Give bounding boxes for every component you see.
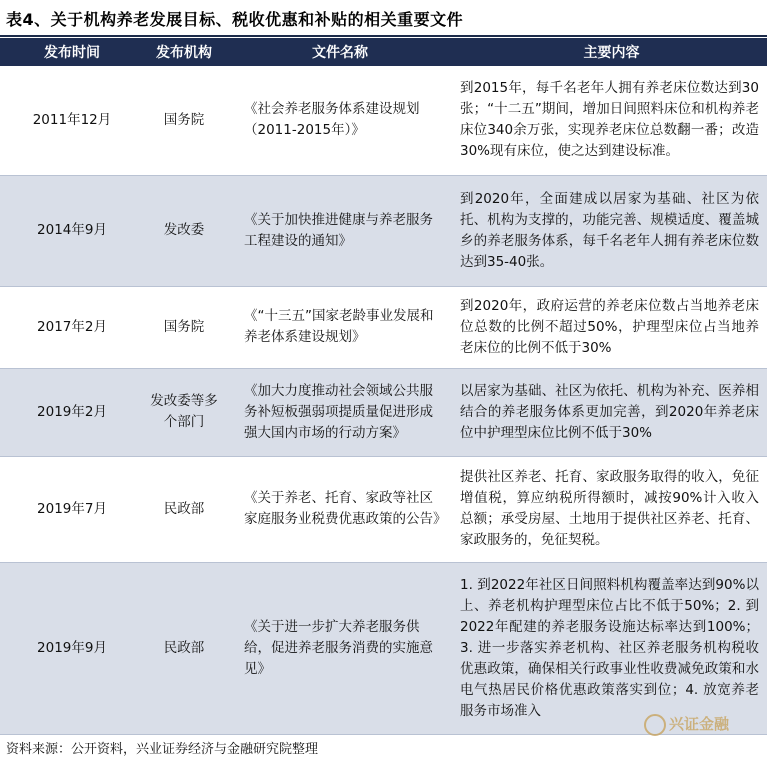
row-doc: 《关于养老、托育、家政等社区家庭服务业税费优惠政策的公告》 <box>224 456 456 562</box>
header-content: 主要内容 <box>456 38 767 66</box>
table-row <box>0 286 767 368</box>
row-content: 到2020年，政府运营的养老床位数占当地养老床位总数的比例不超过50%，护理型床位占当地养老床位的比例不低于30% <box>456 286 767 368</box>
row-org: 民政部 <box>144 562 224 734</box>
table-row <box>0 368 767 456</box>
row-org: 发改委 <box>144 175 224 286</box>
row-date: 2019年2月 <box>0 368 144 456</box>
row-org: 发改委等多个部门 <box>144 368 224 456</box>
table-row <box>0 175 767 286</box>
table-row <box>0 562 767 734</box>
row-org: 国务院 <box>144 66 224 175</box>
header-date: 发布时间 <box>0 38 144 66</box>
wechat-icon <box>644 714 666 736</box>
policy-table <box>0 38 767 735</box>
row-doc: 《“十三五”国家老龄事业发展和养老体系建设规划》 <box>224 286 456 368</box>
row-content: 1. 到2022年社区日间照料机构覆盖率达到90%以上、养老机构护理型床位占比不低于50%；2. 到2022年配建的养老服务设施达标率达到100%；3. 进一步落实养老机构、社区养老服务机构税收优惠政策，确保相关行政事业性收费减免政策和水电气热居民价格优惠政策落实到位；4. 放宽养老服务市场准入 <box>456 562 767 734</box>
header-org: 发布机构 <box>144 38 224 66</box>
row-date: 2019年7月 <box>0 456 144 562</box>
row-date: 2011年12月 <box>0 66 144 175</box>
row-doc: 《加大力度推动社会领域公共服务补短板强弱项提质量促进形成强大国内市场的行动方案》 <box>224 368 456 456</box>
row-doc: 《社会养老服务体系建设规划（2011-2015年）》 <box>224 66 456 175</box>
table-title: 表4、关于机构养老发展目标、税收优惠和补贴的相关重要文件 <box>6 10 464 29</box>
source-note: 资料来源：公开资料，兴业证券经济与金融研究院整理 <box>6 742 319 757</box>
table-row <box>0 66 767 175</box>
row-org: 国务院 <box>144 286 224 368</box>
header-row <box>0 38 767 66</box>
watermark-text: 兴证金融 <box>669 715 730 733</box>
row-date: 2014年9月 <box>0 175 144 286</box>
watermark <box>644 713 729 736</box>
row-doc: 《关于加快推进健康与养老服务工程建设的通知》 <box>224 175 456 286</box>
title-rule <box>0 35 767 37</box>
row-content: 提供社区养老、托育、家政服务取得的收入，免征增值税，算应纳税所得额时，减按90%计入收入总额；承受房屋、土地用于提供社区养老、托育、家政服务的，免征契税。 <box>456 456 767 562</box>
header-doc: 文件名称 <box>224 38 456 66</box>
row-content: 到2020年，全面建成以居家为基础、社区为依托、机构为支撑的，功能完善、规模适度、覆盖城乡的养老服务体系，每千名老年人拥有养老床位数达到35-40张。 <box>456 175 767 286</box>
table-row <box>0 456 767 562</box>
row-date: 2017年2月 <box>0 286 144 368</box>
row-content: 到2015年，每千名老年人拥有养老床位数达到30张；“十二五”期间，增加日间照料床位和机构养老床位340余万张，实现养老床位总数翻一番；改造30%现有床位，使之达到建设标准。 <box>456 66 767 175</box>
row-content: 以居家为基础、社区为依托、机构为补充、医养相结合的养老服务体系更加完善，到2020年养老床位中护理型床位比例不低于30% <box>456 368 767 456</box>
row-date: 2019年9月 <box>0 562 144 734</box>
row-org: 民政部 <box>144 456 224 562</box>
row-doc: 《关于进一步扩大养老服务供给，促进养老服务消费的实施意见》 <box>224 562 456 734</box>
